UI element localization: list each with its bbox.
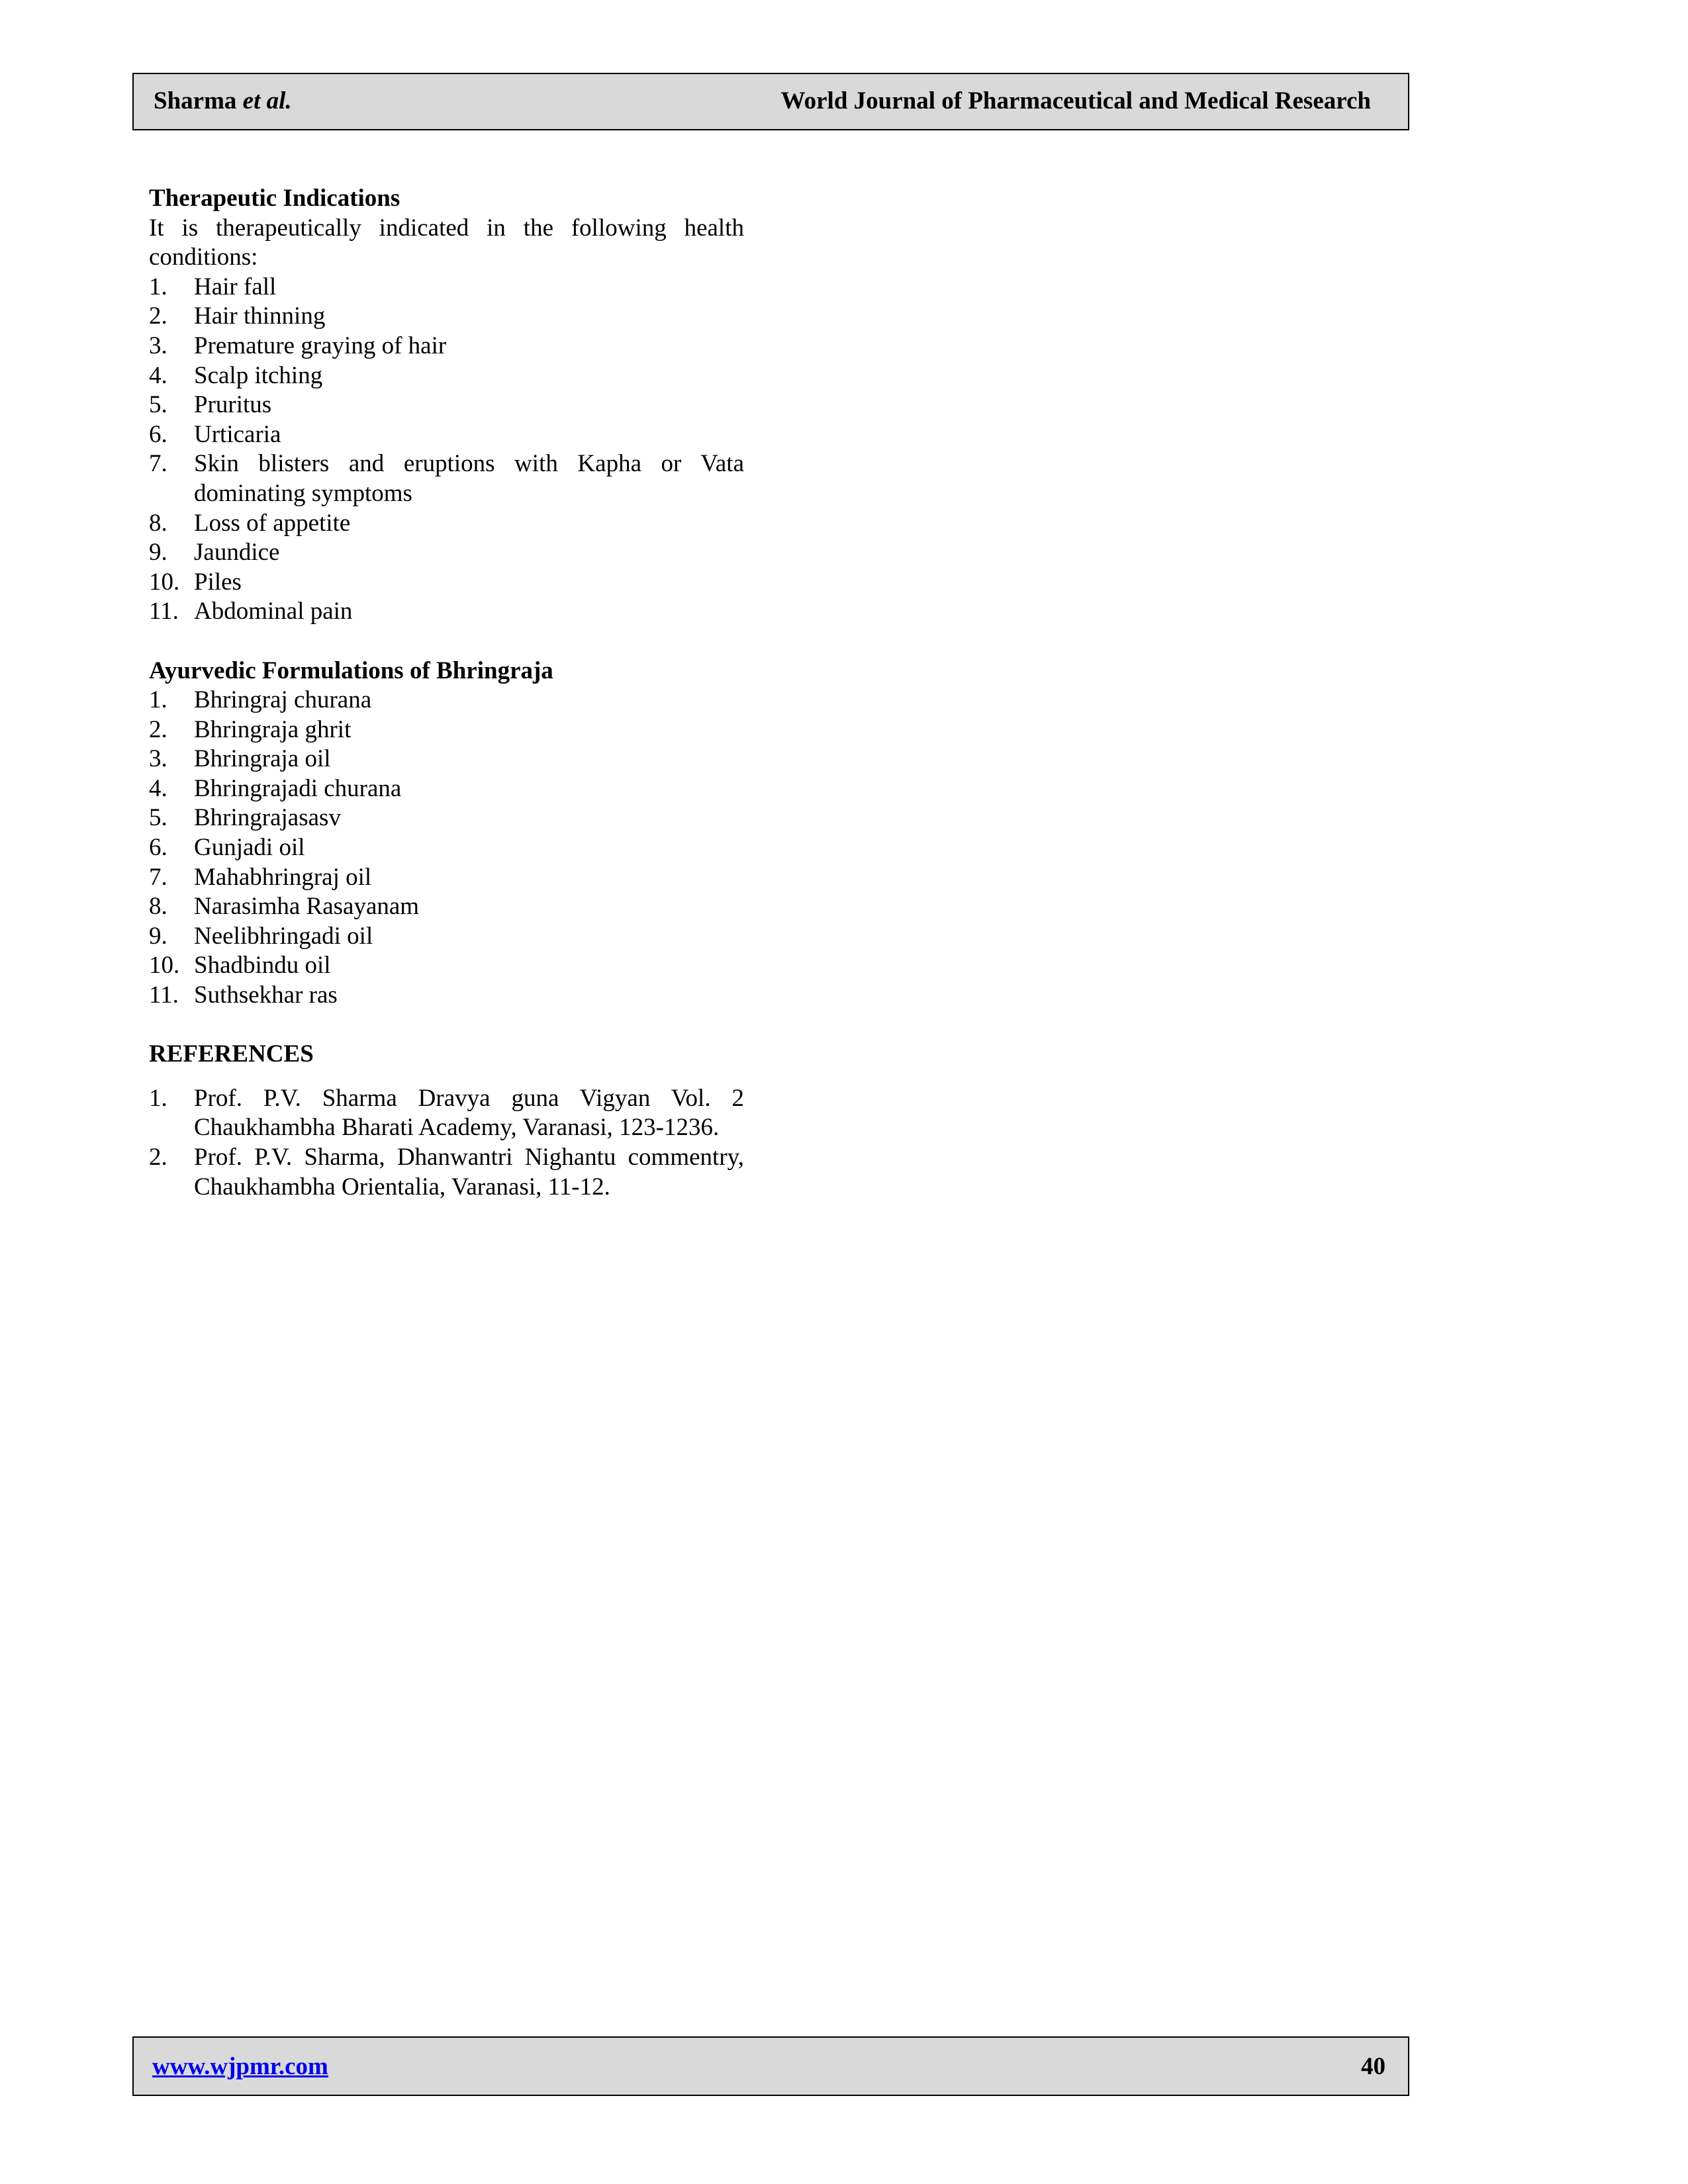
item-number: 9. <box>149 539 167 567</box>
references-heading: REFERENCES <box>149 1040 314 1068</box>
reference-text: Prof. P.V. Sharma, Dhanwantri Nighantu commentry, Chaukhambha Orientalia, Varanasi, 11-12. <box>194 1144 744 1201</box>
therapeutic-heading: Therapeutic Indications <box>149 185 400 212</box>
list-item <box>149 745 744 774</box>
therapeutic-list <box>149 273 744 627</box>
item-number: 7. <box>149 450 167 478</box>
formulations-list <box>149 686 744 1011</box>
section-spacer <box>149 627 744 657</box>
list-item <box>149 361 744 391</box>
item-text: Suthsekhar ras <box>194 981 338 1009</box>
item-number: 10. <box>149 568 180 596</box>
item-number: 4. <box>149 361 167 389</box>
item-number: 9. <box>149 922 167 950</box>
item-text: Shadbindu oil <box>194 952 331 979</box>
section-spacer <box>149 1011 744 1040</box>
item-number: 10. <box>149 952 180 979</box>
running-footer <box>132 2036 1409 2096</box>
item-number: 2. <box>149 1144 167 1171</box>
item-number: 4. <box>149 774 167 802</box>
item-text: Loss of appetite <box>194 509 351 537</box>
list-item <box>149 951 744 981</box>
list-item <box>149 892 744 922</box>
references-list <box>149 1084 744 1202</box>
page-number: 40 <box>1361 2053 1385 2080</box>
item-number: 11. <box>149 598 179 625</box>
formulations-heading: Ayurvedic Formulations of Bhringraja <box>149 657 553 684</box>
running-header <box>132 73 1409 130</box>
item-text: Piles <box>194 568 242 596</box>
item-number: 1. <box>149 1084 167 1112</box>
item-text: Pruritus <box>194 391 272 419</box>
list-item <box>149 332 744 361</box>
list-item <box>149 390 744 420</box>
list-item <box>149 538 744 568</box>
item-text: Abdominal pain <box>194 598 353 625</box>
item-number: 2. <box>149 715 167 743</box>
item-number: 2. <box>149 302 167 330</box>
item-number: 1. <box>149 686 167 714</box>
item-number: 5. <box>149 804 167 832</box>
reference-item <box>149 1084 744 1143</box>
reference-item <box>149 1143 744 1202</box>
therapeutic-intro: It is therapeutically indicated in the following health conditions: <box>149 214 744 271</box>
list-item <box>149 774 744 804</box>
journal-title: World Journal of Pharmaceutical and Medical Research <box>780 87 1371 114</box>
item-text: Neelibhringadi oil <box>194 922 373 950</box>
list-item <box>149 302 744 332</box>
list-item <box>149 833 744 863</box>
list-item <box>149 922 744 952</box>
list-item <box>149 981 744 1011</box>
item-text: Bhringraj churana <box>194 686 372 714</box>
reference-text: Prof. P.V. Sharma Dravya guna Vigyan Vol. 2 Chaukhambha Bharati Academy, Varanasi, 123-1236. <box>194 1084 744 1142</box>
journal-website-link[interactable]: www.wjpmr.com <box>152 2053 328 2080</box>
references-spacer <box>149 1069 744 1084</box>
list-item <box>149 420 744 450</box>
list-item <box>149 509 744 539</box>
item-text: Skin blisters and eruptions with Kapha or Vata dominating symptoms <box>194 450 744 507</box>
item-text: Bhringrajadi churana <box>194 774 402 802</box>
item-number: 3. <box>149 745 167 773</box>
list-item <box>149 449 744 508</box>
item-number: 1. <box>149 273 167 300</box>
item-text: Mahabhringraj oil <box>194 863 372 891</box>
item-text: Bhringraja oil <box>194 745 331 773</box>
item-text: Bhringraja ghrit <box>194 715 352 743</box>
item-number: 11. <box>149 981 179 1009</box>
item-number: 8. <box>149 893 167 921</box>
item-text: Hair thinning <box>194 302 326 330</box>
list-item <box>149 568 744 598</box>
item-text: Bhringrajasasv <box>194 804 341 832</box>
author-name: Sharma <box>154 87 237 114</box>
item-number: 5. <box>149 391 167 419</box>
list-item <box>149 273 744 302</box>
list-item <box>149 715 744 745</box>
header-author <box>154 87 292 115</box>
author-suffix: et al. <box>242 87 292 114</box>
item-number: 6. <box>149 834 167 862</box>
item-text: Scalp itching <box>194 361 323 389</box>
list-item <box>149 863 744 893</box>
item-text: Narasimha Rasayanam <box>194 893 420 921</box>
item-text: Premature graying of hair <box>194 332 447 359</box>
item-number: 8. <box>149 509 167 537</box>
list-item <box>149 803 744 833</box>
content-column <box>149 184 744 1202</box>
item-text: Gunjadi oil <box>194 834 305 862</box>
item-number: 3. <box>149 332 167 359</box>
item-number: 6. <box>149 420 167 448</box>
list-item <box>149 597 744 627</box>
item-text: Urticaria <box>194 420 281 448</box>
item-number: 7. <box>149 863 167 891</box>
item-text: Hair fall <box>194 273 277 300</box>
item-text: Jaundice <box>194 539 280 567</box>
list-item <box>149 686 744 715</box>
